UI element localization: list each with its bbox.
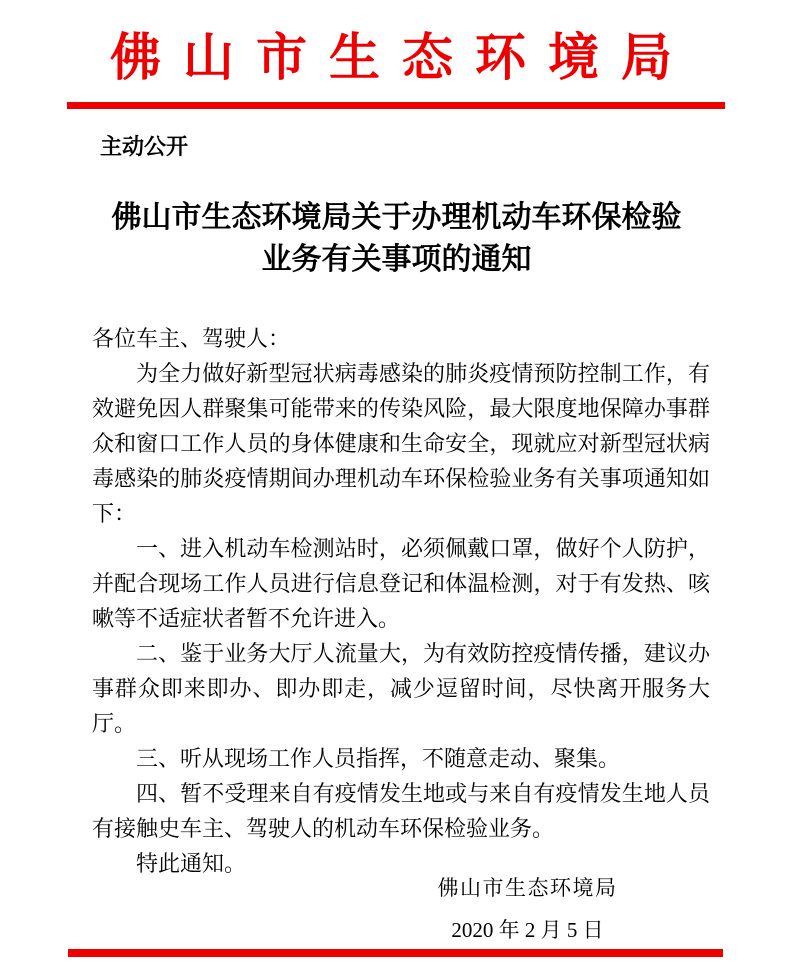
paragraph-item-3: 三、听从现场工作人员指挥，不随意走动、聚集。: [136, 746, 621, 771]
paragraph-intro: 为全力做好新型冠状病毒感染的肺炎疫情预防控制工作，有效避免因人群聚集可能带来的传染风险，最大限度地保障办事群众和窗口工作人员的身体健康和生命安全，现就应对新型冠状病毒感染的肺炎疫情期间办理机动车环保检验业务有关事项通知如下：: [92, 361, 710, 526]
paragraph-item-2: 二、鉴于业务大厅人流量大，为有效防控疫情传播，建议办事群众即来即办、即办即走，减少逗留时间，尽快离开服务大厅。: [92, 641, 710, 736]
document-body: [92, 321, 710, 881]
document-title: 佛山市生态环境局关于办理机动车环保检验业务有关事项的通知: [111, 201, 682, 276]
header-rule: [67, 102, 725, 109]
closing-line: 特此通知。: [136, 851, 247, 876]
paragraph-item-4: 四、暂不受理来自有疫情发生地或与来自有疫情发生地人员有接触史车主、驾驶人的机动车环保检验业务。: [92, 781, 710, 841]
signature-agency: 佛山市生态环境局: [437, 876, 618, 900]
salutation: 各位车主、驾驶人：: [92, 326, 291, 351]
signature-block: [435, 872, 620, 944]
footer-rule: [68, 949, 723, 957]
signature-date: 2020 年 2 月 5 日: [451, 918, 604, 942]
publicity-label: 主动公开: [100, 134, 189, 159]
agency-header: 佛山市生态环境局: [109, 31, 694, 87]
paragraph-item-1: 一、进入机动车检测站时，必须佩戴口罩，做好个人防护，并配合现场工作人员进行信息登记和体温检测，对于有发热、咳嗽等不适症状者暂不允许进入。: [92, 536, 710, 631]
